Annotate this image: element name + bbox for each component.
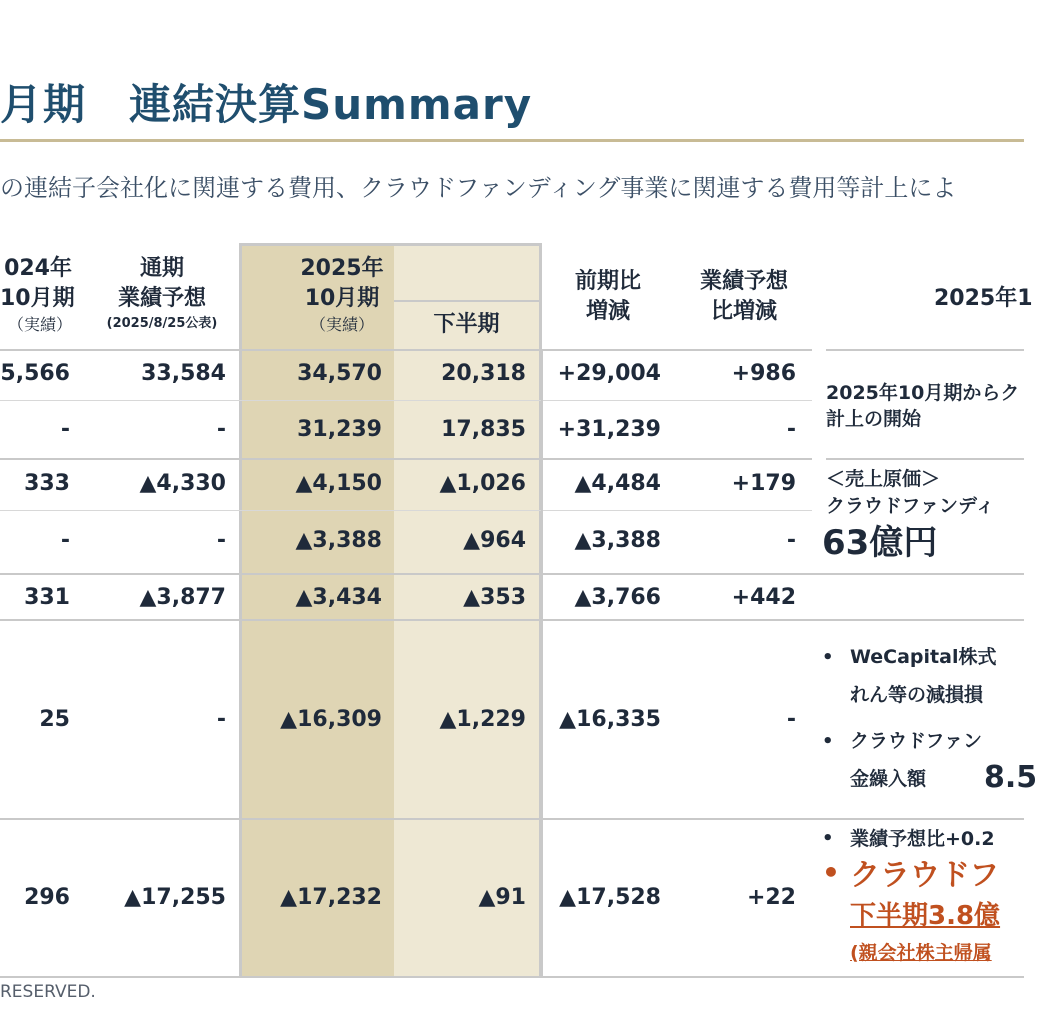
note-forecast-diff: 業績予想比+0.2 xyxy=(850,828,995,850)
note-allowance-amount: 8.5 xyxy=(984,760,1037,795)
header-yoy-change: 前期比 増減 xyxy=(574,269,641,324)
cell-forecast: ▲4,330 xyxy=(139,471,226,496)
cell-half: 17,835 xyxy=(441,417,526,442)
cell-current: ▲4,150 xyxy=(295,471,382,496)
cell-current: ▲3,388 xyxy=(295,528,382,553)
cell-yoy: ▲17,528 xyxy=(559,885,661,910)
cell-forecast: ▲3,877 xyxy=(139,585,226,610)
title-divider xyxy=(0,139,1024,142)
note-impairment-line2: れん等の減損損 xyxy=(850,684,984,706)
note-allowance-line2a: 金繰入額 xyxy=(850,768,927,790)
note-bullet-red: • xyxy=(822,856,840,889)
cell-prev: 25 xyxy=(39,707,70,732)
cell-current: ▲16,309 xyxy=(280,707,382,732)
note-bullet: • xyxy=(822,647,834,668)
cell-half: ▲1,026 xyxy=(439,471,526,496)
header-forecast: 通期 業績予想 (2025/8/25公表) xyxy=(106,256,218,331)
current-period-top-border xyxy=(239,243,542,246)
note-impairment-line1: WeCapital株式 xyxy=(850,646,997,668)
notes-divider-2 xyxy=(826,458,1024,460)
cell-forecast: ▲17,255 xyxy=(124,885,226,910)
cell-half: 20,318 xyxy=(441,361,526,386)
cell-forecast: - xyxy=(216,528,226,553)
cell-half: ▲91 xyxy=(478,885,526,910)
cell-current: ▲3,434 xyxy=(295,585,382,610)
row-divider-2 xyxy=(0,458,812,460)
note-cost-heading: ＜売上原価＞ xyxy=(826,468,941,490)
row-divider-4 xyxy=(0,573,1024,575)
page-subtitle: の連結子会社化に関連する費用、クラウドファンディング事業に関連する費用等計上によ xyxy=(0,174,957,202)
note-cost-amount: 63億円 xyxy=(822,523,938,563)
note-revenue-line1: 2025年10月期からク xyxy=(826,382,1020,404)
cell-vs-forecast: +22 xyxy=(746,885,796,910)
cell-vs-forecast: - xyxy=(786,528,796,553)
cell-prev: 296 xyxy=(24,885,70,910)
header-notes: 2025年1 xyxy=(934,286,1033,311)
cell-half: ▲964 xyxy=(463,528,526,553)
note-half-period-amount: 下半期3.8億 xyxy=(850,901,1001,931)
cell-yoy: +29,004 xyxy=(557,361,661,386)
cell-forecast: - xyxy=(216,417,226,442)
cell-prev: 5,566 xyxy=(0,361,70,386)
cell-vs-forecast: +986 xyxy=(731,361,796,386)
page-title: 月期 連結決算Summary xyxy=(0,80,533,129)
cell-yoy: ▲3,766 xyxy=(574,585,661,610)
cell-vs-forecast: - xyxy=(786,417,796,442)
header-vs-forecast: 業績予想 比増減 xyxy=(699,269,788,324)
copyright-footer: RESERVED. xyxy=(0,982,96,1002)
row-divider-3 xyxy=(0,510,812,511)
cell-prev: - xyxy=(60,528,70,553)
cell-vs-forecast: +442 xyxy=(731,585,796,610)
cell-current: 34,570 xyxy=(297,361,382,386)
cell-prev: - xyxy=(60,417,70,442)
row-divider-7 xyxy=(0,976,1024,978)
cell-vs-forecast: - xyxy=(786,707,796,732)
cell-yoy: ▲4,484 xyxy=(574,471,661,496)
note-bullet: • xyxy=(822,731,834,752)
note-bullet: • xyxy=(822,828,834,849)
cell-forecast: - xyxy=(216,707,226,732)
note-parent-attributable: (親会社株主帰属 xyxy=(850,942,992,964)
note-crowdfunding-highlight: クラウドフ xyxy=(850,858,1000,893)
note-allowance-line1: クラウドファン xyxy=(850,730,983,752)
cell-yoy: ▲16,335 xyxy=(559,707,661,732)
header-current-year: 2025年 10月期 （実績） xyxy=(300,256,384,334)
row-divider-5 xyxy=(0,619,1024,621)
cell-vs-forecast: +179 xyxy=(731,471,796,496)
cell-forecast: 33,584 xyxy=(141,361,226,386)
cell-yoy: ▲3,388 xyxy=(574,528,661,553)
row-divider-1 xyxy=(0,400,812,401)
cell-prev: 333 xyxy=(24,471,70,496)
header-divider xyxy=(0,349,812,351)
row-divider-6 xyxy=(0,818,1024,820)
cell-half: ▲353 xyxy=(463,585,526,610)
column-divider xyxy=(541,349,543,976)
cell-yoy: +31,239 xyxy=(557,417,661,442)
header-prev-year: 024年 10月期 （実績） xyxy=(0,256,75,334)
notes-header-divider xyxy=(826,349,1024,351)
cell-prev: 331 xyxy=(24,585,70,610)
cell-current: ▲17,232 xyxy=(280,885,382,910)
cell-half: ▲1,229 xyxy=(439,707,526,732)
note-cost-line: クラウドファンディ xyxy=(826,495,995,517)
header-half-period: 下半期 xyxy=(433,312,500,337)
note-revenue-line2: 計上の開始 xyxy=(826,408,922,430)
cell-current: 31,239 xyxy=(297,417,382,442)
